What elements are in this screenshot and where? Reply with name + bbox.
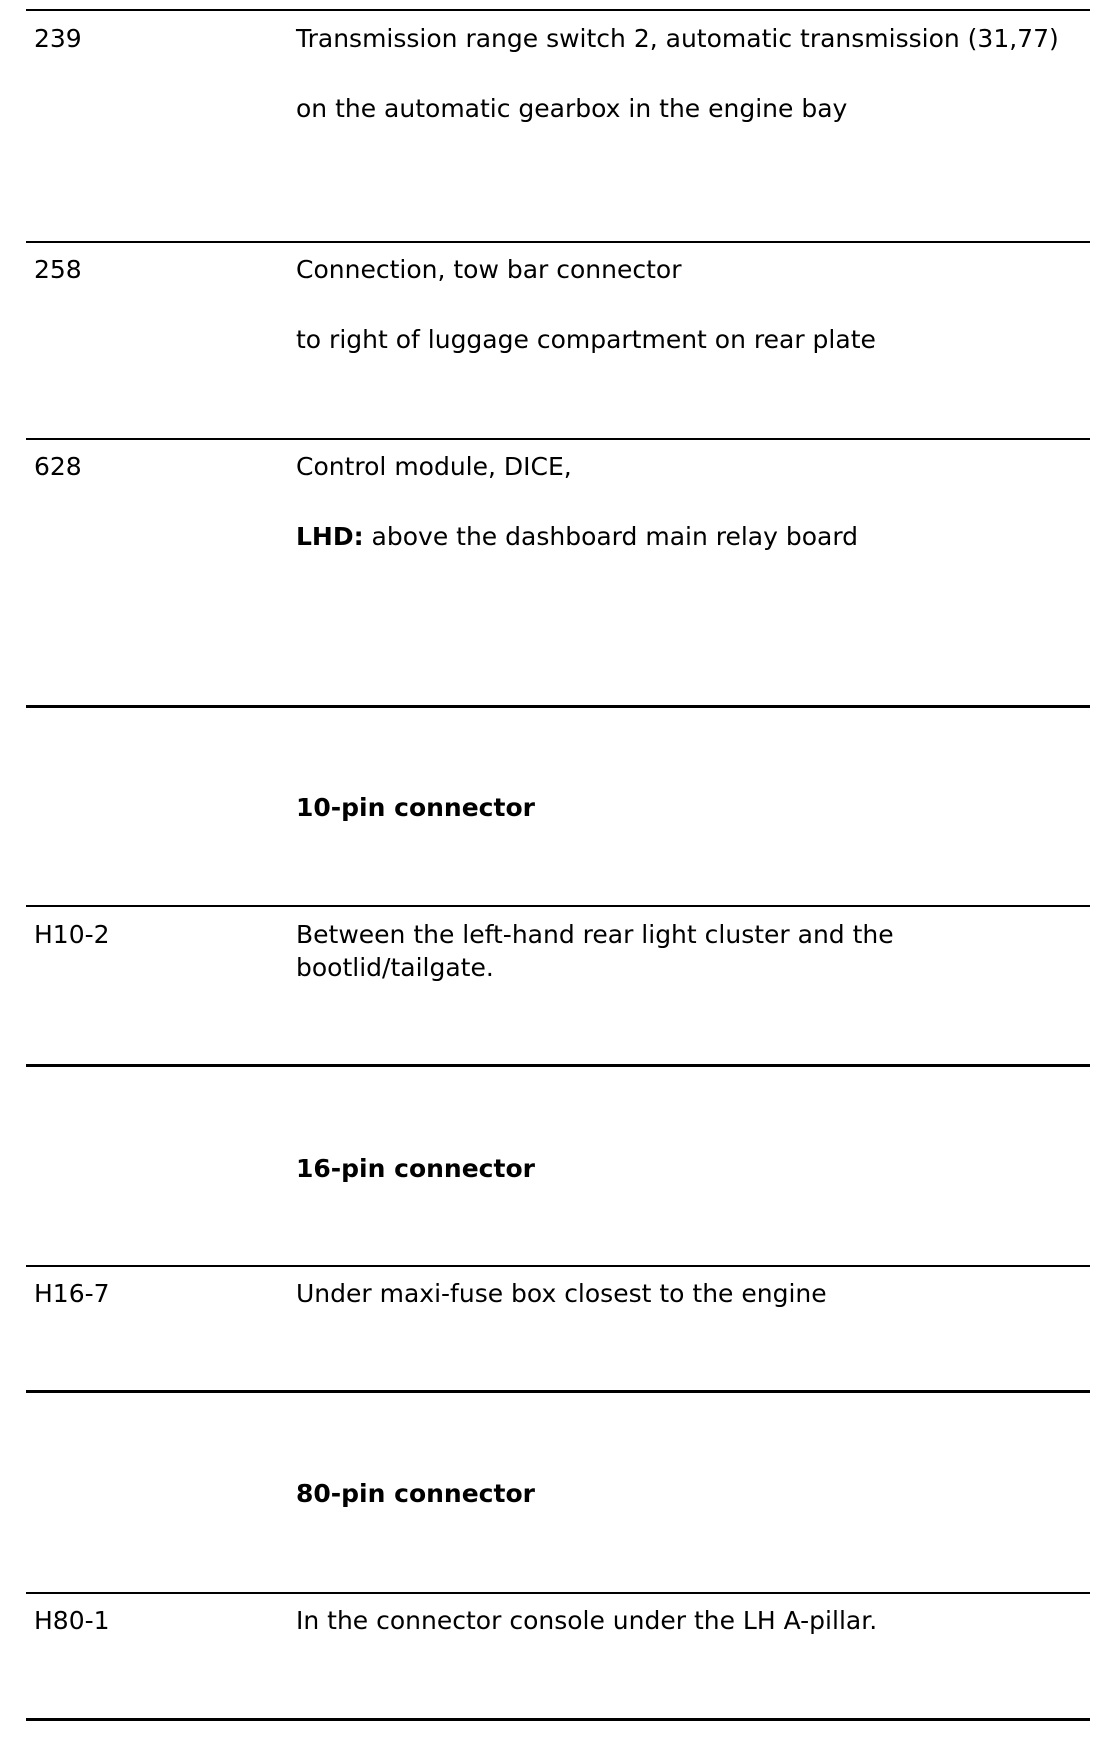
connector-code: H80-1: [34, 1606, 110, 1635]
connector-location-text: Under maxi-fuse box closest to the engine: [296, 1279, 827, 1308]
row-divider: [26, 9, 1090, 11]
connector-code: H16-7: [34, 1279, 110, 1308]
row-divider: [26, 1592, 1090, 1594]
section-divider: [26, 705, 1090, 708]
component-location: on the automatic gearbox in the engine bay: [296, 94, 848, 123]
component-number: 258: [34, 255, 82, 284]
section-divider: [26, 1718, 1090, 1721]
connector-location-text: In the connector console under the LH A-pillar.: [296, 1606, 878, 1635]
row-divider: [26, 1265, 1090, 1267]
component-number: 628: [34, 452, 82, 481]
connector-location: [296, 918, 1076, 984]
connector-code: H10-2: [34, 920, 110, 949]
row-divider: [26, 438, 1090, 440]
row-divider: [26, 241, 1090, 243]
section-heading: 80-pin connector: [296, 1479, 535, 1508]
component-number: 239: [34, 24, 82, 53]
component-location: to right of luggage compartment on rear plate: [296, 325, 876, 354]
row-divider: [26, 905, 1090, 907]
component-name: Connection, tow bar connector: [296, 255, 682, 284]
section-heading: 16-pin connector: [296, 1154, 535, 1183]
component-name: Control module, DICE,: [296, 452, 572, 481]
component-description: [296, 22, 1076, 125]
connector-location: [296, 1277, 1076, 1310]
location-prefix: LHD:: [296, 522, 364, 551]
section-heading: 10-pin connector: [296, 793, 535, 822]
connector-location-text: Between the left-hand rear light cluster and the bootlid/tailgate.: [296, 920, 894, 982]
component-description: [296, 450, 1076, 553]
location-text: above the dashboard main relay board: [363, 522, 859, 551]
component-location: [296, 520, 1076, 553]
connector-location: [296, 1604, 1076, 1637]
section-divider: [26, 1064, 1090, 1067]
section-divider: [26, 1390, 1090, 1393]
component-description: [296, 253, 1076, 356]
component-name: Transmission range switch 2, automatic transmission (31,77): [296, 24, 1059, 53]
